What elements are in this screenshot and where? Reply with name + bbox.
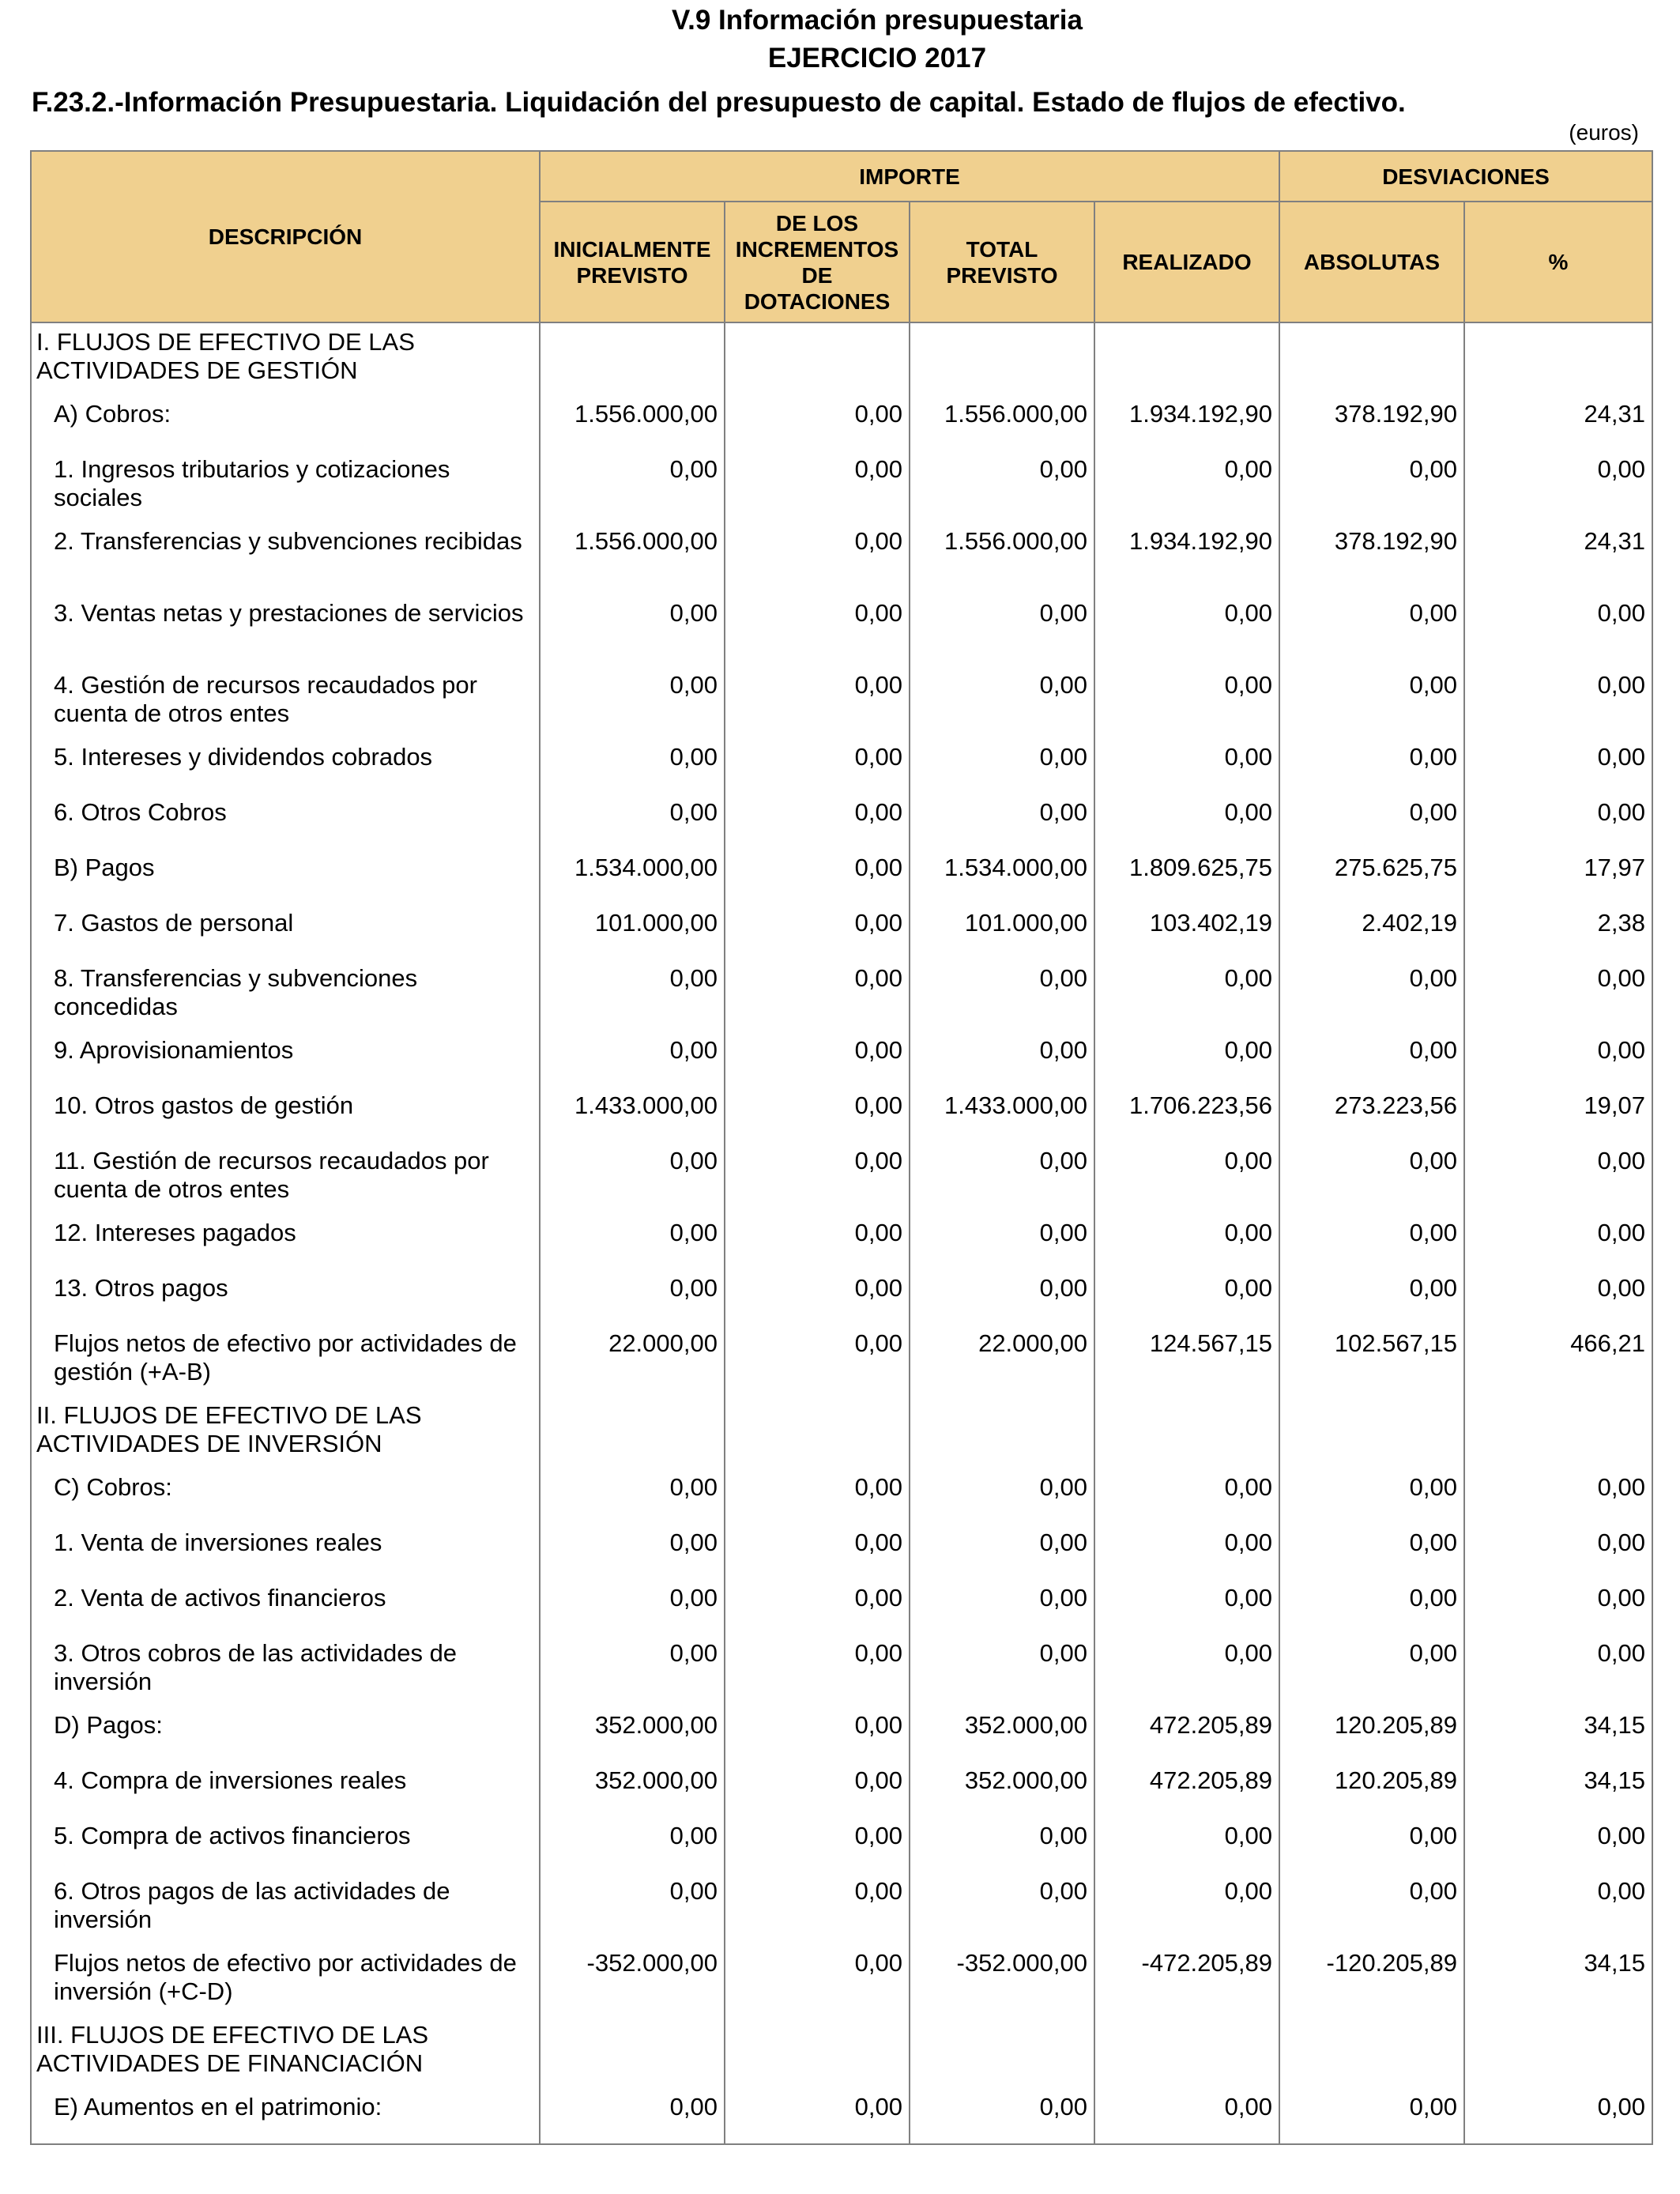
cell-incrementos: 0,00 <box>725 1944 910 2016</box>
cell-inicial: 1.556.000,00 <box>540 395 725 450</box>
cell-inicial: 1.433.000,00 <box>540 1087 725 1142</box>
cell-realizado: 0,00 <box>1094 1634 1279 1706</box>
cell-pct: 0,00 <box>1464 1142 1652 1214</box>
cell-realizado: 0,00 <box>1094 794 1279 849</box>
cell-absolutas: 273.223,56 <box>1279 1087 1464 1142</box>
row-description: D) Pagos: <box>31 1706 540 1762</box>
cell-absolutas <box>1279 322 1464 395</box>
cell-realizado: 1.934.192,90 <box>1094 395 1279 450</box>
table-body <box>31 322 1652 2144</box>
cell-absolutas: -120.205,89 <box>1279 1944 1464 2016</box>
cell-absolutas: 0,00 <box>1279 1872 1464 1944</box>
cell-total: 22.000,00 <box>910 1325 1094 1397</box>
cell-total: 0,00 <box>910 666 1094 738</box>
table-row <box>31 522 1652 594</box>
cell-pct: 0,00 <box>1464 594 1652 666</box>
cell-total: 0,00 <box>910 738 1094 794</box>
cell-total: 1.534.000,00 <box>910 849 1094 904</box>
cell-realizado: 0,00 <box>1094 594 1279 666</box>
row-description: 4. Gestión de recursos recaudados por cuenta de otros entes <box>31 666 540 738</box>
table-row <box>31 322 1652 395</box>
table-row <box>31 849 1652 904</box>
cell-pct: 34,15 <box>1464 1762 1652 1817</box>
cell-incrementos <box>725 2016 910 2088</box>
cell-absolutas: 0,00 <box>1279 666 1464 738</box>
cell-total: 0,00 <box>910 1214 1094 1269</box>
cell-realizado: 0,00 <box>1094 1817 1279 1872</box>
table-row <box>31 1762 1652 1817</box>
row-description: 6. Otros pagos de las actividades de inversión <box>31 1872 540 1944</box>
cell-total: 0,00 <box>910 1468 1094 1524</box>
row-description: 1. Venta de inversiones reales <box>31 1524 540 1579</box>
cell-inicial: 22.000,00 <box>540 1325 725 1397</box>
cell-absolutas: 120.205,89 <box>1279 1762 1464 1817</box>
table-row <box>31 1579 1652 1634</box>
row-description: 11. Gestión de recursos recaudados por cuenta de otros entes <box>31 1142 540 1214</box>
cell-total: 0,00 <box>910 594 1094 666</box>
row-description: II. FLUJOS DE EFECTIVO DE LAS ACTIVIDADES DE INVERSIÓN <box>31 1397 540 1468</box>
row-description: 2. Venta de activos financieros <box>31 1579 540 1634</box>
cell-absolutas: 0,00 <box>1279 1214 1464 1269</box>
cell-incrementos <box>725 322 910 395</box>
cell-incrementos: 0,00 <box>725 666 910 738</box>
cell-realizado: 124.567,15 <box>1094 1325 1279 1397</box>
table-row <box>31 1031 1652 1087</box>
cell-total <box>910 2016 1094 2088</box>
cell-incrementos: 0,00 <box>725 959 910 1031</box>
cell-pct: 0,00 <box>1464 2088 1652 2144</box>
cell-realizado: 1.809.625,75 <box>1094 849 1279 904</box>
cell-pct: 0,00 <box>1464 794 1652 849</box>
cash-flow-table <box>30 150 1653 2145</box>
cell-realizado: 472.205,89 <box>1094 1706 1279 1762</box>
cell-incrementos: 0,00 <box>725 450 910 522</box>
cell-realizado: 1.934.192,90 <box>1094 522 1279 594</box>
cell-pct: 0,00 <box>1464 1634 1652 1706</box>
cell-realizado: 0,00 <box>1094 1579 1279 1634</box>
cell-inicial: 0,00 <box>540 666 725 738</box>
cell-pct: 0,00 <box>1464 1031 1652 1087</box>
col-header-incrementos: DE LOS INCREMENTOS DE DOTACIONES <box>725 202 910 322</box>
cell-incrementos: 0,00 <box>725 1817 910 1872</box>
table-row <box>31 1468 1652 1524</box>
table-row <box>31 794 1652 849</box>
cell-absolutas: 0,00 <box>1279 1817 1464 1872</box>
cell-absolutas: 275.625,75 <box>1279 849 1464 904</box>
cell-incrementos <box>725 1397 910 1468</box>
cell-incrementos: 0,00 <box>725 738 910 794</box>
row-description: 3. Ventas netas y prestaciones de servicios <box>31 594 540 666</box>
cell-incrementos: 0,00 <box>725 594 910 666</box>
cell-pct <box>1464 322 1652 395</box>
cell-absolutas <box>1279 2016 1464 2088</box>
cell-absolutas: 0,00 <box>1279 1524 1464 1579</box>
row-description: I. FLUJOS DE EFECTIVO DE LAS ACTIVIDADES DE GESTIÓN <box>31 322 540 395</box>
cell-realizado: 0,00 <box>1094 1524 1279 1579</box>
cell-total: 0,00 <box>910 794 1094 849</box>
cell-inicial: -352.000,00 <box>540 1944 725 2016</box>
row-description: 3. Otros cobros de las actividades de inversión <box>31 1634 540 1706</box>
col-header-realizado: REALIZADO <box>1094 202 1279 322</box>
cell-pct: 2,38 <box>1464 904 1652 959</box>
cell-total: 0,00 <box>910 1634 1094 1706</box>
col-header-descripcion: DESCRIPCIÓN <box>31 151 540 322</box>
cell-total: 1.433.000,00 <box>910 1087 1094 1142</box>
col-header-inicial: INICIALMENTE PREVISTO <box>540 202 725 322</box>
cell-absolutas: 378.192,90 <box>1279 522 1464 594</box>
cell-total: 101.000,00 <box>910 904 1094 959</box>
cell-pct: 0,00 <box>1464 666 1652 738</box>
cell-realizado: 0,00 <box>1094 738 1279 794</box>
cell-pct: 0,00 <box>1464 1468 1652 1524</box>
cell-absolutas: 0,00 <box>1279 959 1464 1031</box>
cell-total: 352.000,00 <box>910 1706 1094 1762</box>
table-row <box>31 1087 1652 1142</box>
cell-incrementos: 0,00 <box>725 522 910 594</box>
cell-incrementos: 0,00 <box>725 1468 910 1524</box>
cell-pct: 34,15 <box>1464 1944 1652 2016</box>
cell-incrementos: 0,00 <box>725 849 910 904</box>
row-description: 1. Ingresos tributarios y cotizaciones sociales <box>31 450 540 522</box>
cell-realizado <box>1094 1397 1279 1468</box>
cell-total: 0,00 <box>910 1031 1094 1087</box>
cell-inicial: 0,00 <box>540 2088 725 2144</box>
row-description: B) Pagos <box>31 849 540 904</box>
report-year: EJERCICIO 2017 <box>767 43 987 74</box>
cell-pct: 0,00 <box>1464 1579 1652 1634</box>
cell-absolutas: 0,00 <box>1279 1468 1464 1524</box>
cell-realizado: 0,00 <box>1094 959 1279 1031</box>
col-header-desviaciones: DESVIACIONES <box>1279 151 1652 202</box>
col-header-total: TOTAL PREVISTO <box>910 202 1094 322</box>
cell-incrementos: 0,00 <box>725 1706 910 1762</box>
cell-incrementos: 0,00 <box>725 1214 910 1269</box>
cell-pct: 24,31 <box>1464 395 1652 450</box>
cell-pct: 19,07 <box>1464 1087 1652 1142</box>
row-description: 12. Intereses pagados <box>31 1214 540 1269</box>
cell-incrementos: 0,00 <box>725 2088 910 2144</box>
table-row <box>31 1142 1652 1214</box>
cell-total: 352.000,00 <box>910 1762 1094 1817</box>
row-description: A) Cobros: <box>31 395 540 450</box>
table-row <box>31 1269 1652 1325</box>
row-description: 7. Gastos de personal <box>31 904 540 959</box>
cell-pct: 466,21 <box>1464 1325 1652 1397</box>
cell-realizado: 0,00 <box>1094 1031 1279 1087</box>
cell-realizado: 0,00 <box>1094 450 1279 522</box>
cell-total: 0,00 <box>910 1269 1094 1325</box>
cell-total: -352.000,00 <box>910 1944 1094 2016</box>
cell-realizado <box>1094 322 1279 395</box>
cell-inicial <box>540 2016 725 2088</box>
cell-inicial: 0,00 <box>540 450 725 522</box>
cell-pct: 0,00 <box>1464 1214 1652 1269</box>
report-title: V.9 Información presupuestaria <box>672 5 1083 36</box>
cell-inicial: 0,00 <box>540 738 725 794</box>
col-header-absolutas: ABSOLUTAS <box>1279 202 1464 322</box>
cell-absolutas: 120.205,89 <box>1279 1706 1464 1762</box>
cell-incrementos: 0,00 <box>725 1142 910 1214</box>
cell-incrementos: 0,00 <box>725 1762 910 1817</box>
table-row <box>31 1817 1652 1872</box>
cell-pct: 0,00 <box>1464 959 1652 1031</box>
table-row <box>31 1214 1652 1269</box>
cell-absolutas <box>1279 1397 1464 1468</box>
cell-realizado: 0,00 <box>1094 1214 1279 1269</box>
cell-pct: 0,00 <box>1464 1524 1652 1579</box>
cell-inicial: 0,00 <box>540 1634 725 1706</box>
row-description: 5. Compra de activos financieros <box>31 1817 540 1872</box>
cell-inicial <box>540 322 725 395</box>
report-subtitle: F.23.2.-Información Presupuestaria. Liquidación del presupuesto de capital. Estado de flujos de efectivo. <box>32 87 1406 118</box>
table-row <box>31 1944 1652 2016</box>
cell-pct: 17,97 <box>1464 849 1652 904</box>
cell-total: 0,00 <box>910 2088 1094 2144</box>
cell-absolutas: 0,00 <box>1279 450 1464 522</box>
cell-inicial <box>540 1397 725 1468</box>
cell-realizado: 472.205,89 <box>1094 1762 1279 1817</box>
cell-inicial: 0,00 <box>540 1468 725 1524</box>
cell-pct: 0,00 <box>1464 1269 1652 1325</box>
row-description: 4. Compra de inversiones reales <box>31 1762 540 1817</box>
cell-inicial: 0,00 <box>540 1524 725 1579</box>
table-row <box>31 1325 1652 1397</box>
cell-inicial: 101.000,00 <box>540 904 725 959</box>
table-row <box>31 738 1652 794</box>
cell-inicial: 0,00 <box>540 1214 725 1269</box>
cell-realizado: 0,00 <box>1094 2088 1279 2144</box>
cell-absolutas: 378.192,90 <box>1279 395 1464 450</box>
cell-total: 0,00 <box>910 1579 1094 1634</box>
cell-incrementos: 0,00 <box>725 1579 910 1634</box>
units-label: (euros) <box>1569 120 1639 145</box>
table-row <box>31 2016 1652 2088</box>
cell-total: 1.556.000,00 <box>910 395 1094 450</box>
table-row <box>31 2088 1652 2144</box>
cell-total: 0,00 <box>910 1524 1094 1579</box>
cell-absolutas: 0,00 <box>1279 1634 1464 1706</box>
cell-incrementos: 0,00 <box>725 1325 910 1397</box>
cell-inicial: 0,00 <box>540 959 725 1031</box>
row-description: 9. Aprovisionamientos <box>31 1031 540 1087</box>
table-row <box>31 1397 1652 1468</box>
row-description: 8. Transferencias y subvenciones concedidas <box>31 959 540 1031</box>
cell-inicial: 1.556.000,00 <box>540 522 725 594</box>
cell-pct <box>1464 2016 1652 2088</box>
cell-inicial: 0,00 <box>540 1269 725 1325</box>
cell-realizado: 0,00 <box>1094 1468 1279 1524</box>
cell-absolutas: 0,00 <box>1279 794 1464 849</box>
row-description: III. FLUJOS DE EFECTIVO DE LAS ACTIVIDADES DE FINANCIACIÓN <box>31 2016 540 2088</box>
table-row <box>31 1872 1652 1944</box>
cell-total <box>910 322 1094 395</box>
table-row <box>31 450 1652 522</box>
cell-pct: 0,00 <box>1464 450 1652 522</box>
cell-pct: 24,31 <box>1464 522 1652 594</box>
cell-inicial: 0,00 <box>540 1817 725 1872</box>
cell-absolutas: 0,00 <box>1279 594 1464 666</box>
cell-inicial: 0,00 <box>540 1031 725 1087</box>
cell-realizado: -472.205,89 <box>1094 1944 1279 2016</box>
table-row <box>31 1634 1652 1706</box>
cell-absolutas: 0,00 <box>1279 1579 1464 1634</box>
cell-realizado: 103.402,19 <box>1094 904 1279 959</box>
cell-total: 0,00 <box>910 450 1094 522</box>
row-description: 13. Otros pagos <box>31 1269 540 1325</box>
row-description: Flujos netos de efectivo por actividades de gestión (+A-B) <box>31 1325 540 1397</box>
cell-incrementos: 0,00 <box>725 1031 910 1087</box>
table-row <box>31 666 1652 738</box>
cell-inicial: 0,00 <box>540 794 725 849</box>
cell-realizado: 0,00 <box>1094 1142 1279 1214</box>
cell-absolutas: 2.402,19 <box>1279 904 1464 959</box>
row-description: 6. Otros Cobros <box>31 794 540 849</box>
cell-pct: 0,00 <box>1464 1872 1652 1944</box>
cell-realizado <box>1094 2016 1279 2088</box>
cell-absolutas: 102.567,15 <box>1279 1325 1464 1397</box>
cell-total: 0,00 <box>910 1817 1094 1872</box>
cell-realizado: 0,00 <box>1094 666 1279 738</box>
table-row <box>31 395 1652 450</box>
cell-incrementos: 0,00 <box>725 1269 910 1325</box>
cell-realizado: 0,00 <box>1094 1872 1279 1944</box>
table-row <box>31 959 1652 1031</box>
cell-absolutas: 0,00 <box>1279 1269 1464 1325</box>
cell-absolutas: 0,00 <box>1279 1142 1464 1214</box>
cell-total: 0,00 <box>910 1872 1094 1944</box>
cell-realizado: 0,00 <box>1094 1269 1279 1325</box>
col-header-importe: IMPORTE <box>540 151 1279 202</box>
cell-incrementos: 0,00 <box>725 904 910 959</box>
cell-incrementos: 0,00 <box>725 1087 910 1142</box>
cell-inicial: 0,00 <box>540 1142 725 1214</box>
cell-absolutas: 0,00 <box>1279 2088 1464 2144</box>
cell-incrementos: 0,00 <box>725 1872 910 1944</box>
cell-total <box>910 1397 1094 1468</box>
table-row <box>31 594 1652 666</box>
cell-realizado: 1.706.223,56 <box>1094 1087 1279 1142</box>
table-row <box>31 904 1652 959</box>
cell-inicial: 0,00 <box>540 594 725 666</box>
cell-inicial: 352.000,00 <box>540 1762 725 1817</box>
row-description: 5. Intereses y dividendos cobrados <box>31 738 540 794</box>
cell-incrementos: 0,00 <box>725 395 910 450</box>
row-description: Flujos netos de efectivo por actividades de inversión (+C-D) <box>31 1944 540 2016</box>
cell-absolutas: 0,00 <box>1279 738 1464 794</box>
cell-absolutas: 0,00 <box>1279 1031 1464 1087</box>
cell-pct: 0,00 <box>1464 738 1652 794</box>
cell-pct: 34,15 <box>1464 1706 1652 1762</box>
row-description: E) Aumentos en el patrimonio: <box>31 2088 540 2144</box>
table-row <box>31 1706 1652 1762</box>
cell-inicial: 0,00 <box>540 1872 725 1944</box>
cell-inicial: 0,00 <box>540 1579 725 1634</box>
cell-inicial: 1.534.000,00 <box>540 849 725 904</box>
table-row <box>31 1524 1652 1579</box>
row-description: 2. Transferencias y subvenciones recibidas <box>31 522 540 594</box>
cell-total: 0,00 <box>910 959 1094 1031</box>
cell-incrementos: 0,00 <box>725 794 910 849</box>
row-description: 10. Otros gastos de gestión <box>31 1087 540 1142</box>
row-description: C) Cobros: <box>31 1468 540 1524</box>
cell-pct: 0,00 <box>1464 1817 1652 1872</box>
cell-incrementos: 0,00 <box>725 1524 910 1579</box>
col-header-pct: % <box>1464 202 1652 322</box>
cell-incrementos: 0,00 <box>725 1634 910 1706</box>
cell-inicial: 352.000,00 <box>540 1706 725 1762</box>
cell-pct <box>1464 1397 1652 1468</box>
cell-total: 1.556.000,00 <box>910 522 1094 594</box>
cell-total: 0,00 <box>910 1142 1094 1214</box>
